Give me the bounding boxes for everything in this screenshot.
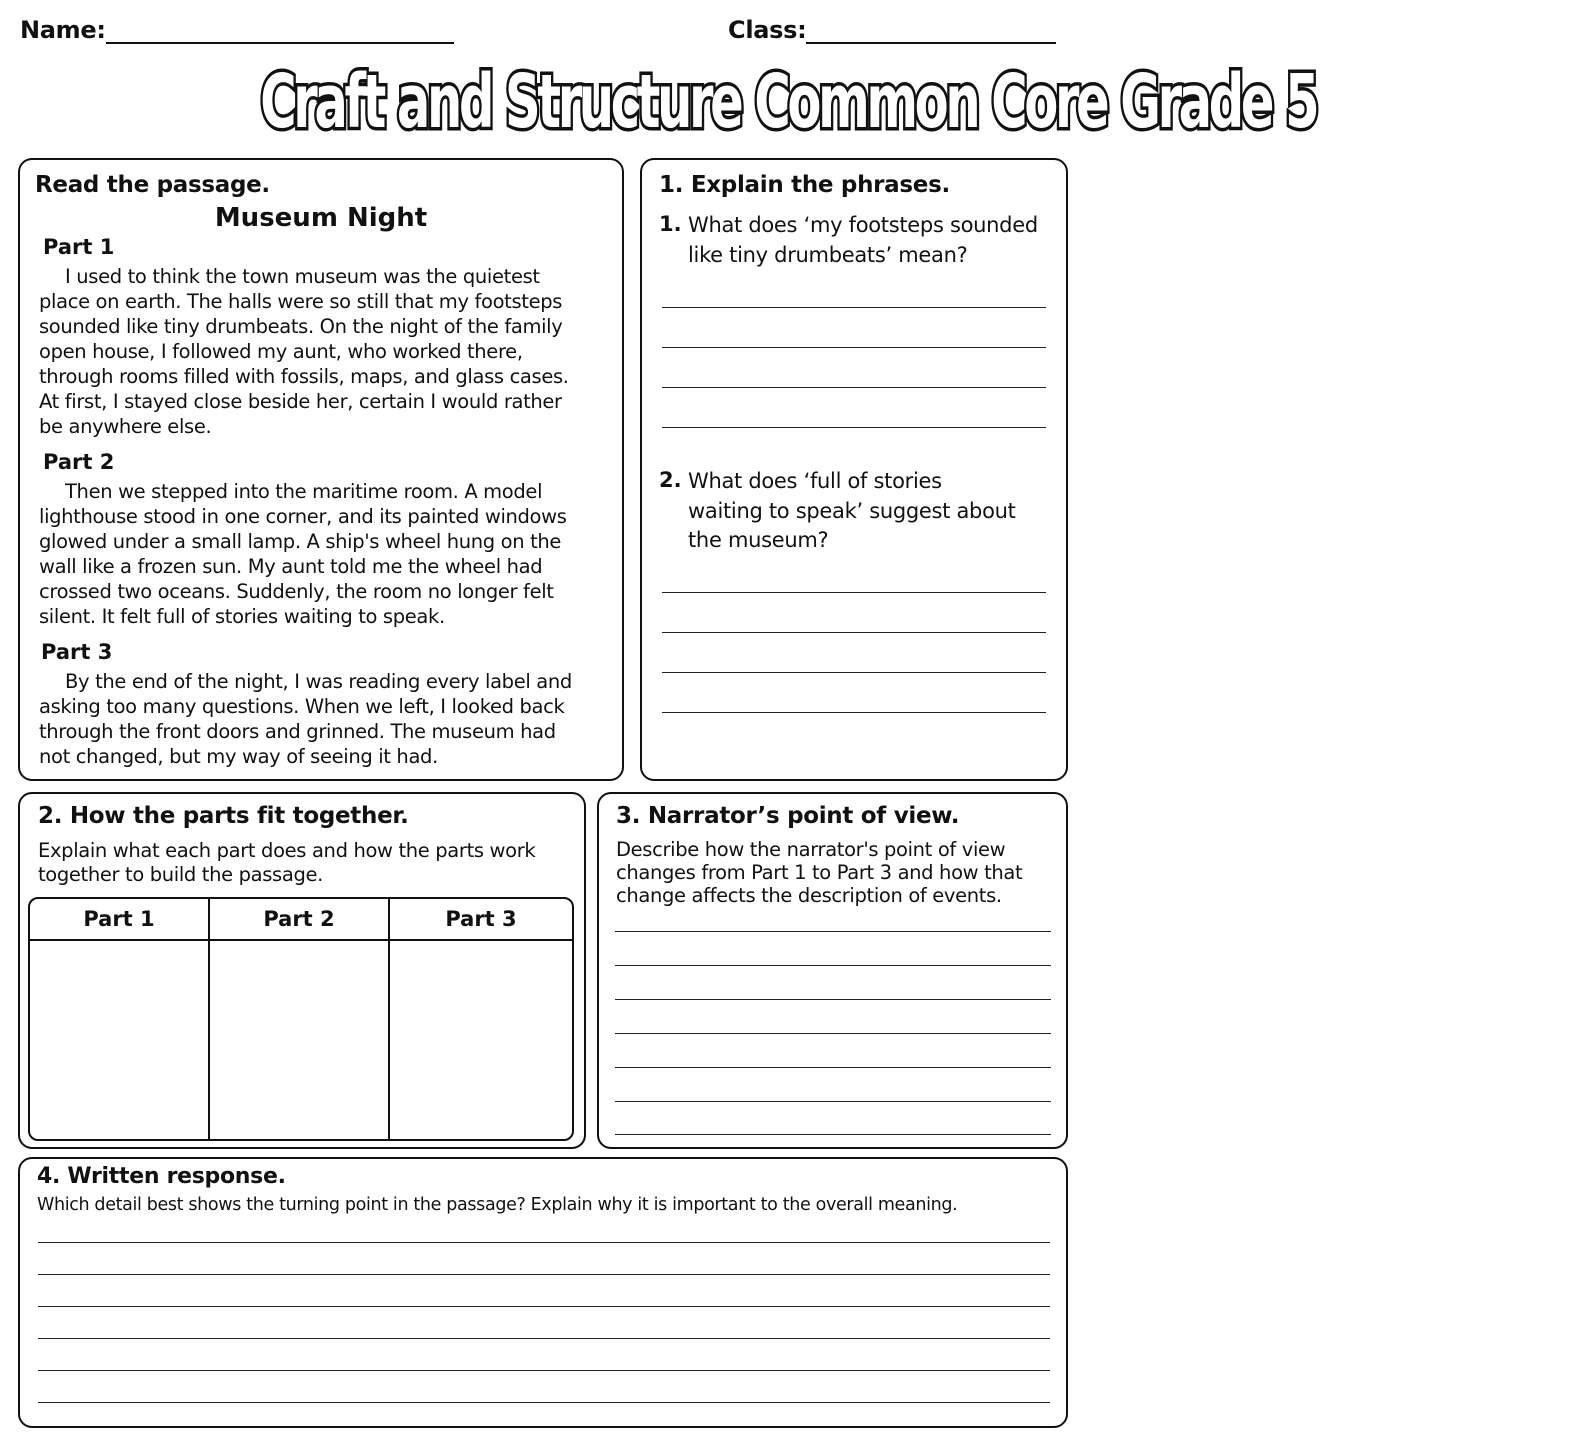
part-3-paragraph (39, 669, 619, 769)
answer-line[interactable] (38, 1274, 1050, 1275)
part-1-answer-cell[interactable] (30, 941, 208, 1139)
passage-line: silent. It felt full of stories waiting to speak. (39, 605, 445, 628)
question-line: What does ‘my footsteps sounded (688, 213, 1038, 237)
passage-line: through the front doors and grinned. The museum had (39, 720, 556, 743)
section-3-heading: 3. Narrator’s point of view. (616, 803, 960, 829)
name-label: Name: (20, 16, 106, 44)
section-2-instruction (38, 839, 578, 887)
passage-line: crossed two oceans. Suddenly, the room no longer felt (39, 580, 554, 603)
section-4-heading: 4. Written response. (37, 1164, 286, 1189)
parts-column-header: Part 3 (390, 899, 572, 941)
passage-line: open house, I followed my aunt, who worked there, (39, 340, 523, 363)
parts-column (390, 899, 572, 1139)
passage-line: through rooms filled with fossils, maps, and glass cases. (39, 365, 569, 388)
answer-line[interactable] (662, 347, 1046, 348)
passage-line: be anywhere else. (39, 415, 212, 438)
passage-box (18, 158, 624, 781)
answer-line[interactable] (38, 1242, 1050, 1243)
passage-line: By the end of the night, I was reading every label and (65, 670, 572, 693)
passage-line: I used to think the town museum was the quietest (65, 265, 540, 288)
question-line: waiting to speak’ suggest about (688, 498, 1016, 523)
answer-line[interactable] (38, 1306, 1050, 1307)
part-1-label: Part 1 (43, 235, 115, 259)
parts-table (28, 897, 574, 1141)
question-line: the museum? (688, 528, 829, 552)
question-line: like tiny drumbeats’ mean? (688, 242, 968, 267)
parts-column-header: Part 1 (30, 899, 208, 941)
passage-title: Museum Night (214, 203, 428, 233)
passage-instruction: Read the passage. (35, 172, 270, 198)
question-1-number: 1. (659, 212, 682, 236)
part-1-paragraph (39, 264, 619, 439)
answer-line[interactable] (38, 1402, 1050, 1403)
answer-line[interactable] (38, 1338, 1050, 1339)
parts-column (30, 899, 210, 1139)
part-2-answer-cell[interactable] (210, 941, 388, 1139)
section-1-heading: 1. Explain the phrases. (659, 172, 950, 198)
part-2-paragraph (39, 479, 619, 629)
answer-line[interactable] (615, 999, 1051, 1000)
answer-line[interactable] (662, 307, 1046, 308)
instruction-line: Describe how the narrator's point of view (616, 838, 1006, 861)
passage-line: asking too many questions. When we left, I looked back (39, 695, 565, 718)
instruction-line: changes from Part 1 to Part 3 and how that (616, 861, 1023, 884)
answer-line[interactable] (662, 672, 1046, 673)
answer-line[interactable] (662, 427, 1046, 428)
passage-line: Then we stepped into the maritime room. A model (65, 480, 543, 503)
class-label: Class: (728, 16, 807, 44)
section-4-instruction: Which detail best shows the turning point in the passage? Explain why it is important to the overall meaning. (37, 1195, 958, 1215)
answer-line[interactable] (662, 632, 1046, 633)
explain-phrases-box (640, 158, 1068, 781)
worksheet-title: Craft and Structure Common Core Grade 5 (260, 59, 1317, 145)
question-1-text (688, 211, 1058, 270)
passage-line: sounded like tiny drumbeats. On the night of the family (39, 315, 563, 338)
question-2-text (688, 467, 1058, 556)
answer-line[interactable] (615, 1067, 1051, 1068)
answer-line[interactable] (662, 592, 1046, 593)
point-of-view-box (597, 792, 1068, 1149)
instruction-line: together to build the passage. (38, 863, 323, 886)
passage-line: wall like a frozen sun. My aunt told me the wheel had (39, 555, 543, 578)
passage-line: place on earth. The halls were so still that my footsteps (39, 290, 563, 313)
parts-column (210, 899, 390, 1139)
section-3-instruction (616, 838, 1056, 907)
passage-line: At first, I stayed close beside her, certain I would rather (39, 390, 562, 413)
answer-line[interactable] (38, 1370, 1050, 1371)
part-3-label: Part 3 (41, 640, 113, 664)
part-3-answer-cell[interactable] (390, 941, 572, 1139)
class-field[interactable] (806, 42, 1056, 44)
name-field[interactable] (106, 42, 454, 44)
answer-line[interactable] (615, 931, 1051, 932)
instruction-line: change affects the description of events. (616, 884, 1002, 907)
passage-line: not changed, but my way of seeing it had. (39, 745, 438, 768)
question-line: What does ‘full of stories (688, 469, 942, 493)
part-2-label: Part 2 (43, 450, 115, 474)
answer-line[interactable] (662, 712, 1046, 713)
written-response-box (18, 1157, 1068, 1428)
answer-line[interactable] (615, 1134, 1051, 1135)
passage-line: glowed under a small lamp. A ship's wheel hung on the (39, 530, 562, 553)
section-2-heading: 2. How the parts fit together. (38, 803, 409, 829)
answer-line[interactable] (662, 387, 1046, 388)
answer-line[interactable] (615, 1101, 1051, 1102)
answer-line[interactable] (615, 1033, 1051, 1034)
question-2-number: 2. (659, 468, 682, 492)
parts-column-header: Part 2 (210, 899, 388, 941)
answer-line[interactable] (615, 965, 1051, 966)
instruction-line: Explain what each part does and how the parts work (38, 839, 536, 862)
passage-line: lighthouse stood in one corner, and its painted windows (39, 505, 567, 528)
